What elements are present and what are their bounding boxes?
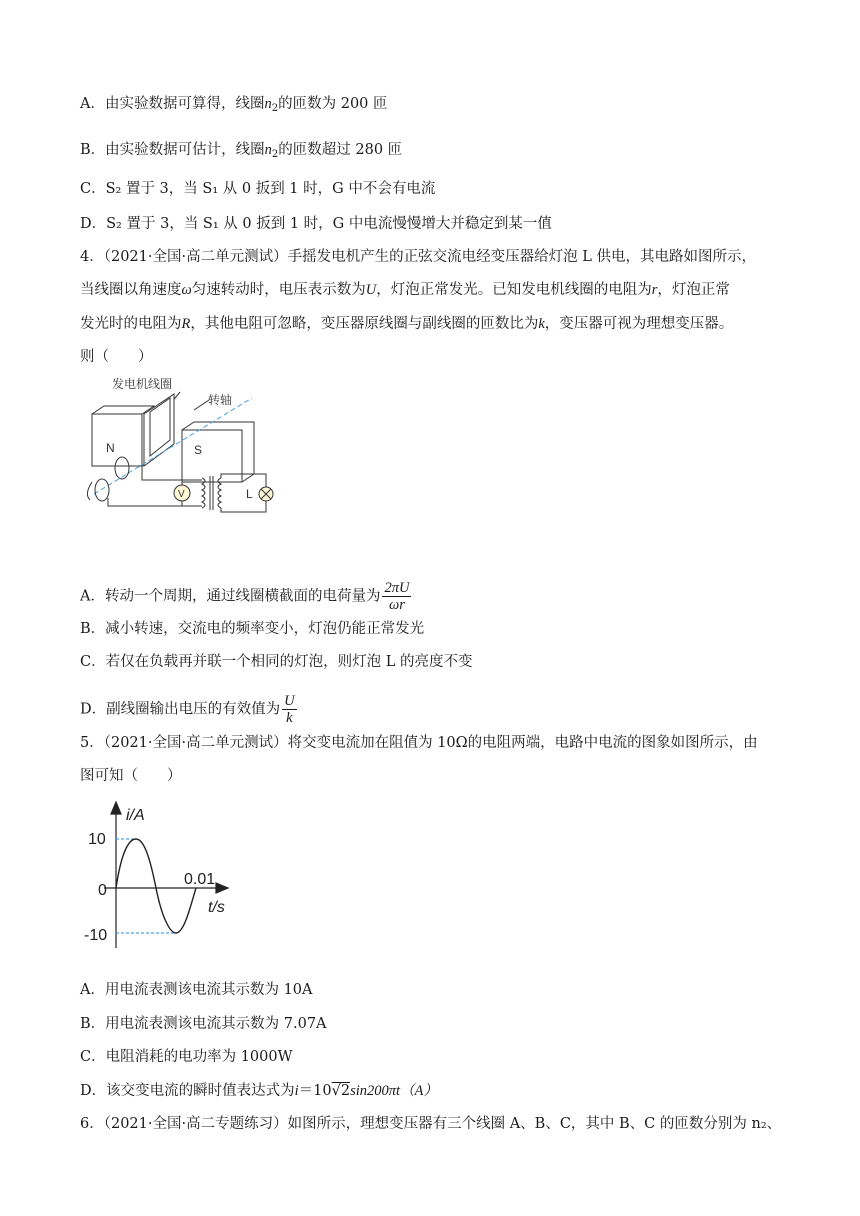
q4-option-d: D．副线圈输出电压的有效值为 $\frac{U}{k}$ (80, 693, 295, 726)
q3-option-b: B．由实验数据可估计，线圈$n_2$的匝数超过 280 匝 (80, 142, 403, 160)
magnet-s-label: S (194, 443, 203, 457)
q5-option-c: C．电阻消耗的电功率为 1000W (80, 1049, 293, 1065)
y-tick-0: 0 (98, 882, 107, 899)
y-tick-10: 10 (88, 831, 106, 848)
axis-label: 转轴 (208, 393, 233, 407)
y-axis-arrow (111, 802, 121, 814)
q4-option-c: C．若仅在负载再并联一个相同的灯泡，则灯泡 L 的亮度不变 (80, 654, 473, 670)
y-tick-minus-10: -10 (84, 927, 108, 944)
fraction-2piU-over-omega-r: $\frac{2\pi U}{\omega r}$ (384, 580, 410, 613)
q3-option-d: D．S₂ 置于 3，当 S₁ 从 0 扳到 1 时，G 中电流慢慢增大并稳定到某一值 (80, 216, 552, 232)
q4-option-a: A．转动一个周期，通过线圈横截面的电荷量为 $\frac{2\pi U}{\omega r}$ (80, 580, 410, 613)
magnet-n-label: N (106, 441, 115, 455)
q4-option-b: B．减小转速，交流电的频率变小，灯泡仍能正常发光 (80, 621, 425, 637)
q5-stem-line-1: 5．（2021·全国·高二单元测试）将交变电流加在阻值为 10Ω的电阻两端，电路中电流的图象如图所示，由 (80, 735, 758, 751)
q4-stem-line-4: 则（ ） (80, 349, 153, 365)
q4-stem-line-2: 当线圈以角速度ω匀速转动时，电压表示数为U，灯泡正常发光。已知发电机线圈的电阻为r，灯泡正常 (80, 282, 730, 298)
x-axis-label: t/s (208, 899, 225, 916)
coil-label: 发电机线圈 (112, 377, 173, 391)
q3-option-a: A．由实验数据可算得，线圈$n_2$的匝数为 200 匝 (80, 96, 388, 114)
lamp-label: L (246, 487, 253, 501)
q4-stem-line-3: 发光时的电阻为R，其他电阻可忽略，变压器原线圈与副线圈的匝数比为k，变压器可视为理想变压器。 (80, 316, 734, 332)
voltmeter-label: V (178, 489, 185, 500)
x-axis-arrow (216, 883, 228, 893)
current-time-graph (84, 798, 234, 950)
q5-stem-line-2: 图可知（ ） (80, 768, 182, 784)
q5-option-b: B．用电流表测该电流其示数为 7.07A (80, 1016, 327, 1032)
q5-option-a: A．用电流表测该电流其示数为 10A (80, 982, 313, 998)
fraction-u-over-k: $\frac{U}{k}$ (284, 693, 295, 726)
y-axis-label: i/A (126, 807, 145, 824)
x-tick-0.01: 0.01 (184, 871, 216, 888)
q3-option-c: C．S₂ 置于 3，当 S₁ 从 0 扳到 1 时，G 中不会有电流 (80, 181, 436, 197)
generator-circuit-diagram (82, 370, 282, 518)
q4-stem-line-1: 4．（2021·全国·高二单元测试）手摇发电机产生的正弦交流电经变压器给灯泡 L 供电，其电路如图所示， (80, 249, 756, 265)
q5-option-d: D．该交变电流的瞬时值表达式为i＝10√2sin200πt（A） (80, 1083, 438, 1099)
q6-stem-line-1: 6．（2021·全国·高二专题练习）如图所示，理想变压器有三个线圈 A、B、C，其中 B、C 的匝数分别为 n₂、 (80, 1116, 782, 1132)
